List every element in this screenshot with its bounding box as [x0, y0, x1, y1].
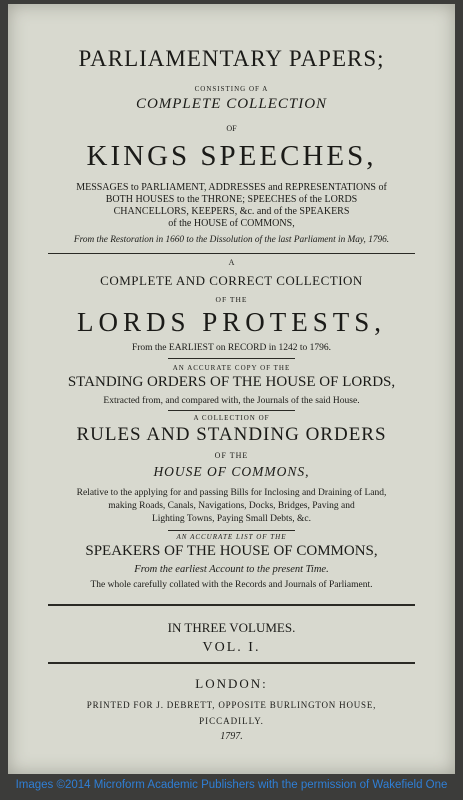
restoration-line: From the Restoration in 1660 to the Dissolution of the last Parliament in May, 1796. — [73, 235, 390, 245]
divider-6 — [48, 662, 415, 664]
messages-line-2: BOTH HOUSES to the THRONE; SPEECHES of the LORDS — [105, 194, 358, 205]
divider-2 — [168, 358, 295, 359]
piccadilly-line: PICCADILLY. — [199, 716, 264, 726]
earliest-record-line: From the EARLIEST on RECORD in 1242 to 1796. — [131, 343, 332, 353]
main-title: PARLIAMENTARY PAPERS; — [78, 46, 385, 71]
messages-line-4: of the HOUSE of COMMONS, — [168, 218, 295, 229]
a-collection-of-line: A COLLECTION OF — [193, 414, 270, 422]
house-of-commons-heading: HOUSE OF COMMONS, — [153, 464, 310, 479]
rules-standing-orders-heading: RULES AND STANDING ORDERS — [76, 424, 387, 445]
relative-line-3: Lighting Towns, Paying Small Debts, &c. — [151, 514, 312, 524]
extracted-line: Extracted from, and compared with, the Journals of the said House. — [103, 396, 360, 406]
standing-orders-lords-heading: STANDING ORDERS OF THE HOUSE OF LORDS, — [67, 374, 396, 390]
collated-line: The whole carefully collated with the Records and Journals of Parliament. — [90, 580, 373, 590]
year-line: 1797. — [220, 731, 243, 742]
london-line: LONDON: — [195, 676, 268, 691]
of-the-line-2: OF THE — [214, 451, 249, 460]
vol-line: VOL. I. — [202, 640, 261, 655]
kings-speeches-heading: KINGS SPEECHES, — [86, 140, 377, 172]
messages-line-3: CHANCELLORS, KEEPERS, &c. and of the SPEAKERS — [113, 206, 350, 217]
divider-4 — [168, 530, 295, 531]
of-the-line-1: OF THE — [215, 295, 248, 304]
complete-correct-collection: COMPLETE AND CORRECT COLLECTION — [100, 273, 363, 288]
accurate-copy-line: AN ACCURATE COPY OF THE — [172, 364, 291, 372]
earliest-account-line: From the earliest Account to the present Time. — [134, 564, 329, 575]
title-page — [8, 4, 455, 774]
a-label: A — [228, 258, 235, 267]
accurate-list-line: AN ACCURATE LIST OF THE — [176, 533, 287, 541]
divider-3 — [168, 410, 295, 411]
printed-for-line: PRINTED FOR J. DEBRETT, OPPOSITE BURLINGTON HOUSE, — [86, 700, 377, 710]
relative-line-1: Relative to the applying for and passing Bills for Inclosing and Draining of Land, — [76, 488, 387, 498]
divider-5 — [48, 604, 415, 606]
lords-protests-heading: LORDS PROTESTS, — [76, 307, 387, 337]
speakers-heading: SPEAKERS OF THE HOUSE OF COMMONS, — [85, 543, 378, 559]
copyright-watermark: Images ©2014 Microform Academic Publishers with the permission of Wakefield One — [15, 779, 448, 791]
volumes-line: IN THREE VOLUMES. — [167, 620, 296, 635]
relative-line-2: making Roads, Canals, Navigations, Docks, Bridges, Paving and — [108, 501, 355, 511]
divider-1 — [48, 253, 415, 254]
complete-collection: COMPLETE COLLECTION — [135, 96, 328, 112]
messages-line-1: MESSAGES to PARLIAMENT, ADDRESSES and REPRESENTATIONS of — [76, 182, 387, 193]
of-line-1: OF — [226, 124, 237, 133]
consisting-line: CONSISTING OF A — [194, 85, 269, 93]
